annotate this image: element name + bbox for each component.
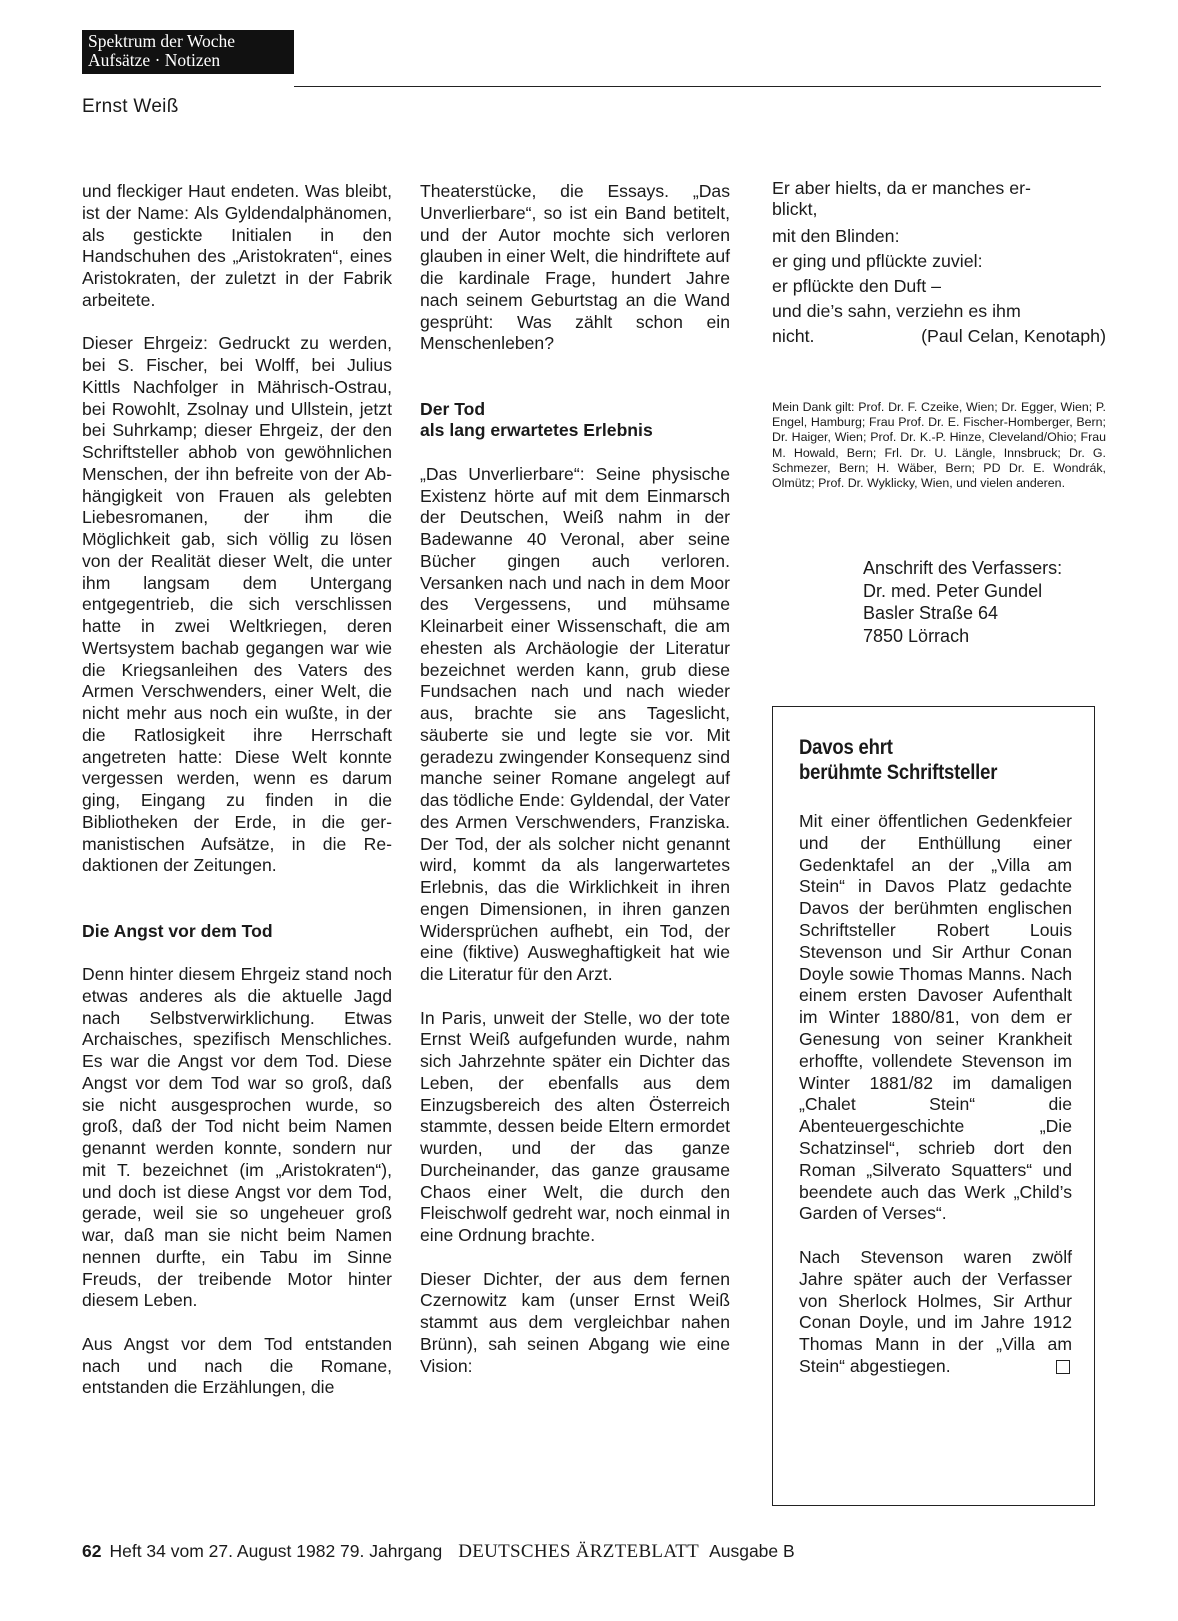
poem-line: mit den Blinden: xyxy=(772,226,900,246)
sidebar-title-line: Davos ehrt xyxy=(799,736,893,759)
page-number: 62 xyxy=(82,1541,102,1561)
paragraph: und fleckiger Haut endeten. Was bleibt, ist der Name: Als Gyldendalphänomen, als gestickte Initialen in den Handschuhen des „Aristokraten“, eines Aristokraten, der zuletzt in der Fabrik arbeitete. xyxy=(82,181,392,310)
paragraph: „Das Unverlierbare“: Seine physische Existenz hörte auf mit dem Einmarsch der Deutschen, Weiß nahm in der Badewanne 40 Veronal, aber seine Bücher gingen auch verloren. Versanken nach und nach in dem Moor des Vergessens, und mühsame Kleinarbeit einer Wissenschaft, die am ehesten als Archäologie der Literatur bezeichnet werden kann, grub diese Fundsachen nach und nach wieder aus, brachte sie ans Tageslicht, säuberte sie und legte sie vor. Mit geradezu zwingender Konsequenz sind manche seiner Romane angelegt auf das tödliche Ende: Gyldendal, der Vater des Armen Verschwenders, Franziska. Der Tod, der als solcher nicht genannt wird, kommt da als langerwartetes Erlebnis, das die Wirklichkeit in ihren engen Dimensionen, in ihren ganzen Widersprüchen aufhebt, ein Tod, der eine (fiktive) Ausweghaftigkeit hat wie die Literatur für den Arzt. xyxy=(420,463,730,984)
poem-last-row xyxy=(772,324,1106,349)
address-street: Basler Straße 64 xyxy=(863,603,999,623)
poem-line: Er aber hielts, da er manches er- xyxy=(772,178,1031,198)
section-title: Spektrum der Woche xyxy=(88,31,235,51)
sidebar-paragraph xyxy=(799,1247,1072,1378)
text-column-1 xyxy=(82,181,392,1421)
poem-line: und die’s sahn, verziehn es ihm xyxy=(772,301,1021,321)
paragraph: Dieser Ehrgeiz: Gedruckt zu werden, bei S. Fischer, bei Wolff, bei Julius Kittls Nachfolger in Mährisch-Ostrau, bei Rowohlt, Zsolnay und Ullstein, jetzt bei Suhrkamp; dieser Ehrgeiz, der den Schriftsteller abhob von gewöhnlichen Menschen, der ihn befreite von der Abhängigkeit von Frauen als gelebten Liebesromanen, der ihm die Möglichkeit gab, sich völlig zu lösen von der Realität dieser Welt, die unter ihm langsam dem Untergang entgegentrieb, die sich verschlissen hatte in zwei Weltkriegen, deren Wertsystem bachab gegangen war wie die Kriegsanleihen des Vaters des Armen Verschwenders, einer Welt, die nicht mehr aus noch ein wußte, in der die Ratlosigkeit ihre Herrschaft angetreten hatte: Diese Welt konnte vergessen werden, wenn es darum ging, Eingang zu finden in die Bibliotheken der Erde, in die germanistischen Aufsätze, in die Redaktionen der Zeitungen. xyxy=(82,333,392,876)
paragraph: Aus Angst vor dem Tod entstanden nach und nach die Romane, entstanden die Erzählungen, die xyxy=(82,1333,392,1398)
poem-source: (Paul Celan, Kenotaph) xyxy=(921,326,1106,346)
spacer xyxy=(82,899,392,921)
poem-line: er pflückte den Duft – xyxy=(772,276,942,296)
paragraph: Theaterstücke, die Essays. „Das Unverlierbare“, so ist ein Band betitelt, und der Autor mochte sich verloren glauben in einer Welt, die hindriftete auf die kardinale Frage, hundert Jahre nach seinem Geburtstag an die Wand gesprüht: Was zählt schon ein Menschenleben? xyxy=(420,181,730,354)
paragraph: Dieser Dichter, der aus dem fernen Czernowitz kam (unser Ernst Weiß stammt aus dem vergleichbar nahen Brünn), sah seinen Abgang wie eine Vision: xyxy=(420,1268,730,1376)
address-label: Anschrift des Verfassers: xyxy=(863,558,1063,578)
end-of-article-square-icon xyxy=(1056,1360,1070,1374)
section-header-box xyxy=(82,30,294,74)
section-heading xyxy=(420,399,730,443)
heading-line: Der Tod xyxy=(420,398,486,419)
heading-line: als lang erwartetes Erlebnis xyxy=(420,420,653,441)
sidebar-title xyxy=(799,735,1039,785)
edition: Ausgabe B xyxy=(709,1541,795,1561)
issue-info: Heft 34 vom 27. August 1982 79. Jahrgang xyxy=(109,1541,443,1561)
poem-line: nicht. xyxy=(772,326,815,346)
article-author: Ernst Weiß xyxy=(82,96,179,117)
text-column-2 xyxy=(420,181,730,1399)
section-heading: Die Angst vor dem Tod xyxy=(82,920,273,941)
page-footer xyxy=(82,1541,795,1563)
poem-line: blickt, xyxy=(772,199,818,219)
spacer xyxy=(420,377,730,399)
sidebar-paragraph-text: Nach Stevenson waren zwölf Jahre später auch der Verfasser von Sherlock Holmes, Sir Arthur Conan Doyle, und im Jahre 1912 Thomas Mann in der „Villa am Stein“ abgestiegen. xyxy=(799,1246,1072,1376)
paragraph: In Paris, unweit der Stelle, wo der tote Ernst Weiß aufgefunden wurde, nahm sich Jahrzehnte später ein Dichter das Leben, der ebenfalls aus dem Einzugsbereich des alten Österreich stammte, dessen beide Eltern ermordet wurden, und der das ganze Durcheinander, das ganze grausame Chaos einer Welt, die durch den Fleischwolf gedreht war, noch einmal in eine Ordnung brachte. xyxy=(420,1007,730,1245)
sidebar-news-box xyxy=(772,706,1095,1506)
header-rule xyxy=(294,86,1101,87)
paragraph: Denn hinter diesem Ehrgeiz stand noch etwas anderes als die aktuelle Jagd nach Selbstverwirklichung. Etwas Archaisches, spezifisch Menschliches. Es war die Angst vor dem Tod. Diese Angst vor dem Tod war so groß, daß sie nicht ausgesprochen wurde, so groß, daß der Tod nicht beim Namen genannt werden konnte, sondern nur mit T. bezeichnet (im „Aristokraten“), und doch ist diese Angst vor dem Tod, gerade, weil sie so ungeheuer groß war, daß man sie nicht beim Namen nennen durfte, ein Tabu im Sinne Freuds, der treibende Motor hinter diesem Leben. xyxy=(82,964,392,1311)
poem-quote xyxy=(772,178,1106,349)
address-city: 7850 Lörrach xyxy=(863,625,970,646)
section-subtitle: Aufsätze · Notizen xyxy=(88,50,221,70)
acknowledgements: Mein Dank gilt: Prof. Dr. F. Czeike, Wien; Dr. Egger, Wien; P. Engel, Hamburg; Frau Prof. Dr. E. Fischer-Homberger, Bern; Dr. Haiger, Wien; Prof. Dr. K.-P. Hinze, Cleveland/Ohio; Frau M. Howald, Bern; Frl. Dr. U. Längle, Innsbruck; Dr. G. Schmezer, Bern; H. Wäber, Bern; PD Dr. E. Wondrák, Olmütz; Prof. Dr. Wyklicky, Wien, und vielen anderen. xyxy=(772,400,1106,491)
address-name: Dr. med. Peter Gundel xyxy=(863,580,1043,601)
author-address xyxy=(863,557,1062,647)
poem-line: er ging und pflückte zuviel: xyxy=(772,251,983,271)
sidebar-title-line: berühmte Schriftsteller xyxy=(799,761,998,784)
journal-name: DEUTSCHES ÄRZTEBLATT xyxy=(458,1541,700,1562)
sidebar-paragraph: Mit einer öffentlichen Gedenkfeier und der Enthüllung einer Gedenktafel an der „Villa am Stein“ in Davos Platz gedachte Davos der berühmten englischen Schriftsteller Robert Louis Stevenson und Sir Arthur Conan Doyle sowie Thomas Manns. Nach einem ersten Davoser Aufenthalt im Winter 1880/81, von dem er Genesung von seiner Krankheit erhoffte, vollendete Stevenson im Winter 1881/82 im damaligen „Chalet Stein“ die Abenteuergeschichte „Die Schatzinsel“, schrieb dort den Roman „Silverato Squatters“ und beendete auch das Werk „Child’s Garden of Verses“. xyxy=(799,811,1072,1224)
